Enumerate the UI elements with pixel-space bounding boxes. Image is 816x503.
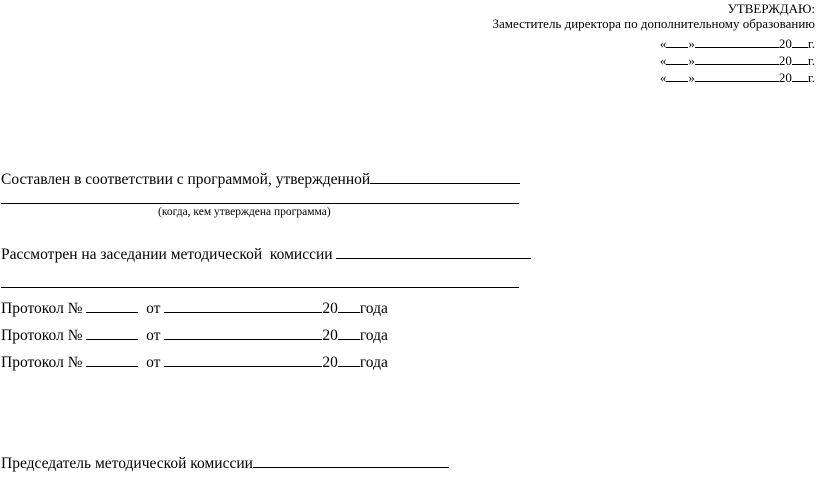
approval-date-line-1 — [660, 33, 815, 51]
compiled-text: Составлен в соответствии с программой, утвержденной — [1, 171, 371, 188]
year-blank[interactable] — [792, 33, 808, 48]
protocol-line-1 — [1, 297, 388, 318]
chairman-statement — [1, 452, 449, 473]
close-quote: » — [688, 53, 695, 68]
day-blank[interactable] — [666, 50, 688, 65]
protocol-year-blank[interactable] — [338, 297, 360, 313]
reviewed-text: Рассмотрен на заседании методической комиссии — [1, 246, 333, 263]
protocol-date-blank[interactable] — [164, 297, 322, 313]
protocol-label: Протокол № — [1, 354, 83, 371]
protocol-year-prefix: 20 — [322, 300, 338, 317]
protocol-year-prefix: 20 — [322, 327, 338, 344]
protocol-year-prefix: 20 — [322, 354, 338, 371]
protocol-line-2 — [1, 324, 388, 345]
month-blank[interactable] — [695, 33, 779, 48]
chairman-signature-blank[interactable] — [253, 452, 449, 468]
approval-date-line-3 — [660, 67, 815, 85]
protocol-number-blank[interactable] — [86, 351, 138, 367]
commission-line[interactable] — [1, 287, 519, 288]
open-quote: « — [659, 53, 667, 68]
day-blank[interactable] — [666, 33, 688, 48]
approval-date-line-2 — [660, 50, 815, 68]
approval-position: Заместитель директора по дополнительному образованию — [492, 16, 815, 31]
protocol-year-blank[interactable] — [338, 351, 360, 367]
reviewed-statement — [1, 243, 531, 264]
protocol-year-word: года — [359, 300, 388, 317]
year-prefix: 20 — [778, 36, 792, 51]
compiled-hint: (когда, кем утверждена программа) — [158, 206, 331, 218]
protocol-from: от — [146, 300, 161, 317]
protocol-date-blank[interactable] — [164, 351, 322, 367]
open-quote: « — [659, 36, 667, 51]
protocol-label: Протокол № — [1, 300, 83, 317]
year-suffix: г. — [807, 53, 815, 68]
protocol-year-word: года — [359, 354, 388, 371]
protocol-number-blank[interactable] — [86, 324, 138, 340]
protocol-year-word: года — [359, 327, 388, 344]
day-blank[interactable] — [666, 67, 688, 82]
protocol-year-blank[interactable] — [338, 324, 360, 340]
protocol-number-blank[interactable] — [86, 297, 138, 313]
close-quote: » — [688, 36, 695, 51]
approval-source-blank[interactable] — [370, 168, 520, 184]
year-blank[interactable] — [792, 67, 808, 82]
month-blank[interactable] — [695, 50, 779, 65]
protocol-from: от — [146, 354, 161, 371]
year-prefix: 20 — [778, 70, 792, 85]
year-prefix: 20 — [778, 53, 792, 68]
close-quote: » — [688, 70, 695, 85]
approval-heading: УТВЕРЖДАЮ: — [727, 1, 815, 16]
compiled-statement — [1, 168, 520, 189]
commission-blank[interactable] — [336, 243, 531, 259]
year-blank[interactable] — [792, 50, 808, 65]
open-quote: « — [659, 70, 667, 85]
chairman-text: Председатель методической комиссии — [1, 455, 253, 472]
protocol-from: от — [146, 327, 161, 344]
protocol-date-blank[interactable] — [164, 324, 322, 340]
year-suffix: г. — [807, 36, 815, 51]
protocol-line-3 — [1, 351, 388, 372]
approval-source-line[interactable] — [1, 203, 519, 204]
month-blank[interactable] — [695, 67, 779, 82]
year-suffix: г. — [807, 70, 815, 85]
protocol-label: Протокол № — [1, 327, 83, 344]
